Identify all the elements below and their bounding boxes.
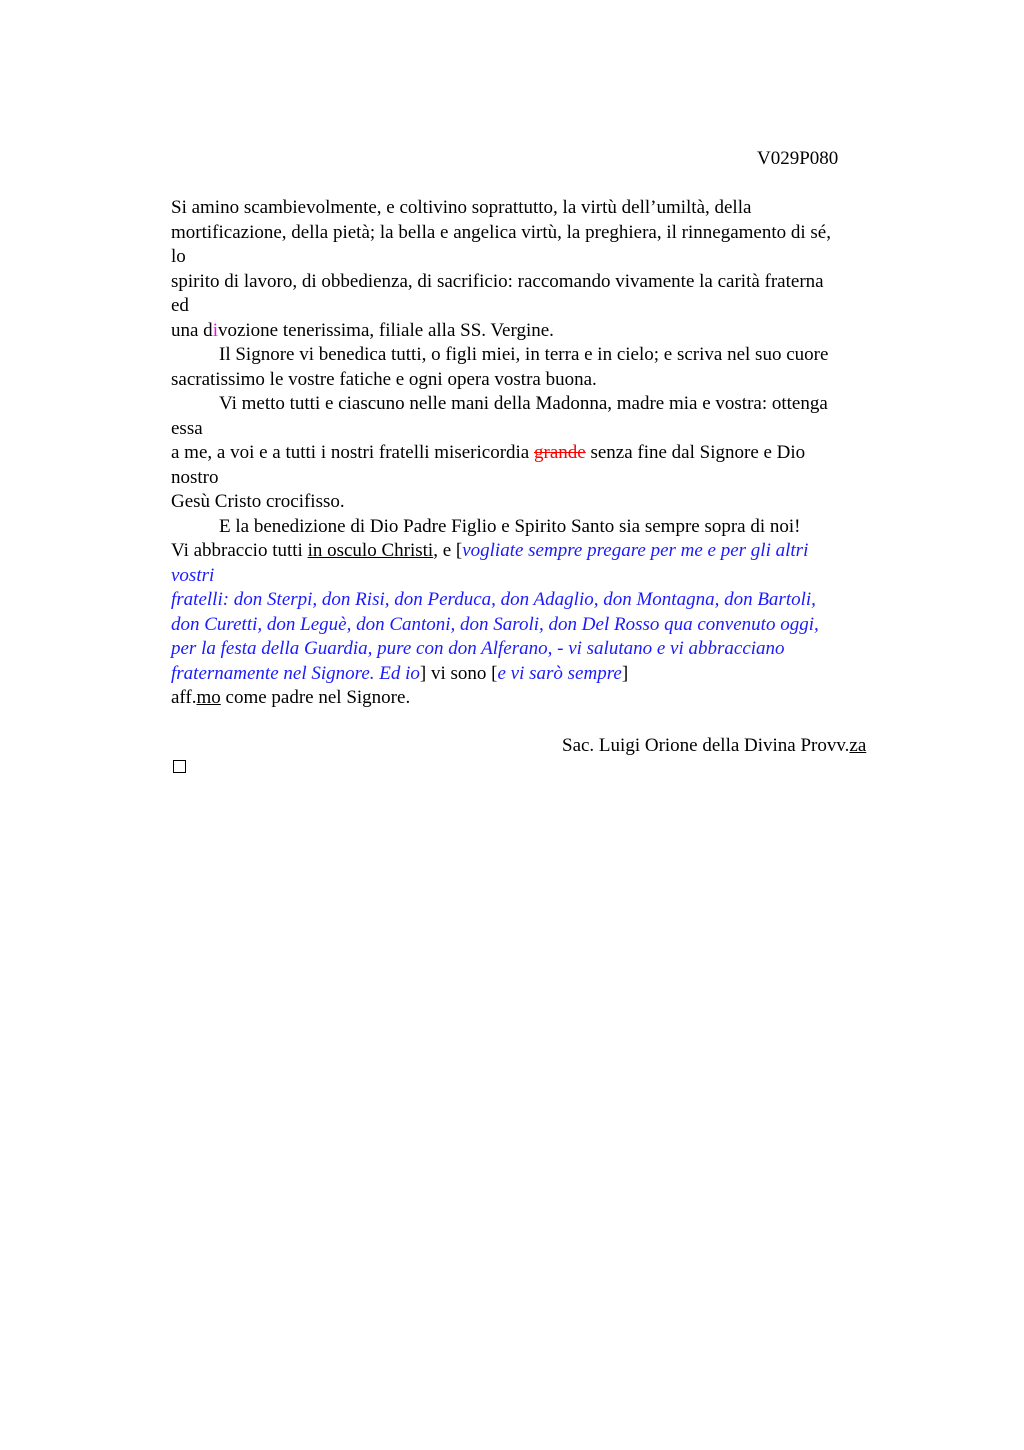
inserted-text-line: vostri [171,564,215,586]
text-line: Si amino scambievolmente, e coltivino soprattutto, la virtù dell’umiltà, della [171,197,752,218]
text-span: Vi abbraccio tutti [171,540,308,561]
text-line [171,662,901,687]
text-line [171,441,901,466]
empty-square-glyph [173,760,186,773]
text-line [171,539,901,564]
text-line: nostro [171,466,219,488]
text-line: Il Signore vi benedica tutti, o figli miei, in terra e in cielo; e scriva nel suo cuore [219,344,829,365]
page-reference-code: V029P080 [757,148,839,169]
text-line [171,319,901,344]
text-span: una d [171,319,213,341]
text-line: ed [171,295,189,316]
text-line: sacratissimo le vostre fatiche e ogni opera vostra buona. [171,368,597,390]
underlined-phrase: in osculo Christi [307,540,434,561]
text-span: a me, a voi e a tutti i nostri fratelli misericordia [171,442,534,463]
inserted-text-line: per la festa della Guardia, pure con don Alferano, - vi salutano e vi abbracciano [171,638,785,659]
text-span: vozione tenerissima, filiale alla SS. Vergine. [217,319,554,341]
inserted-text-line: don Curetti, don Leguè, don Cantoni, don Saroli, don Del Rosso qua convenuto oggi, [171,613,819,635]
text-line: E la benedizione di Dio Padre Figlio e Spirito Santo sia sempre sopra di noi! [219,515,801,537]
text-line: essa [171,417,203,439]
inserted-text: vogliate sempre pregare per me e per gli altri [462,540,809,561]
signature-line [562,734,866,758]
text-span: ] vi sono [ [419,662,498,684]
text-span: come padre nel Signore. [220,687,411,708]
letter-body [171,196,901,711]
text-line [171,686,901,711]
text-span: , e [ [433,540,463,561]
text-line: lo [171,246,186,267]
text-span: ] [621,662,629,684]
text-line: Vi metto tutti e ciascuno nelle mani della Madonna, madre mia e vostra: ottenga [219,393,828,414]
corrected-letter: i [212,319,218,341]
inserted-text: fraternamente nel Signore. Ed io [171,662,420,684]
text-span: senza fine dal Signore e Dio [585,442,806,463]
text-line: spirito di lavoro, di obbedienza, di sacrificio: raccomando vivamente la carità fraterna [171,270,824,292]
text-line: mortificazione, della pietà; la bella e angelica virtù, la preghiera, il rinnegamento di sé, [171,221,831,243]
text-span: aff. [171,687,197,708]
underlined-abbreviation: mo [196,687,221,708]
signature-text: Sac. Luigi Orione della Divina Provv. [562,735,850,756]
signature-abbreviation: za [849,735,867,756]
inserted-text-line: fratelli: don Sterpi, don Risi, don Perduca, don Adaglio, don Montagna, don Bartoli, [171,589,816,610]
text-line: Gesù Cristo crocifisso. [171,491,345,512]
inserted-text: e vi sarò sempre [497,662,622,684]
deleted-word: grande [534,442,586,463]
